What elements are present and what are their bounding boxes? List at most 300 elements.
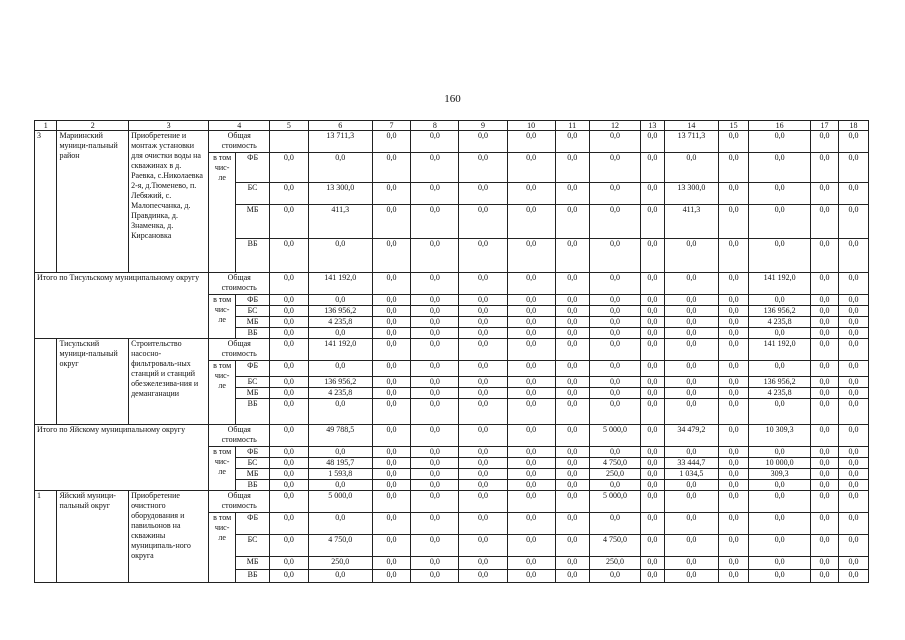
funding-source: БС	[235, 535, 269, 557]
funding-source: ФБ	[235, 447, 269, 458]
value-cell: 0,0	[555, 557, 589, 570]
value-cell: 13 300,0	[308, 183, 372, 205]
value-cell: 0,0	[270, 570, 308, 583]
value-cell: 0,0	[664, 557, 719, 570]
value-cell: 0,0	[719, 273, 749, 295]
row-number: 3	[35, 131, 57, 273]
value-cell: 0,0	[811, 535, 839, 557]
value-cell: 0,0	[555, 377, 589, 388]
value-cell: 13 711,3	[308, 131, 372, 153]
value-cell: 5 000,0	[589, 491, 640, 513]
value-cell: 0,0	[372, 535, 410, 557]
value-cell: 0,0	[411, 273, 459, 295]
value-cell: 0,0	[589, 317, 640, 328]
value-cell: 0,0	[838, 425, 868, 447]
value-cell: 0,0	[411, 399, 459, 425]
value-cell: 0,0	[838, 399, 868, 425]
value-cell: 0,0	[411, 131, 459, 153]
value-cell: 0,0	[838, 205, 868, 239]
funding-source: МБ	[235, 469, 269, 480]
value-cell: 0,0	[411, 328, 459, 339]
value-cell: 13 300,0	[664, 183, 719, 205]
value-cell: 0,0	[749, 183, 811, 205]
value-cell: 0,0	[664, 480, 719, 491]
value-cell: 10 000,0	[749, 458, 811, 469]
project-description: Строительство насосно-фильтроваль-ных станций и станций обезжелезива-ния и деманганации	[129, 339, 209, 425]
column-header: 17	[811, 121, 839, 131]
funding-source: БС	[235, 458, 269, 469]
budget-table	[34, 120, 869, 583]
value-cell: 0,0	[507, 295, 555, 306]
value-cell: 0,0	[811, 399, 839, 425]
value-cell: 0,0	[641, 361, 665, 377]
value-cell: 0,0	[308, 239, 372, 273]
value-cell: 0,0	[555, 361, 589, 377]
value-cell: 0,0	[719, 153, 749, 183]
value-cell: 0,0	[811, 458, 839, 469]
value-cell: 4 235,8	[308, 317, 372, 328]
value-cell: 0,0	[459, 570, 507, 583]
value-cell: 0,0	[838, 377, 868, 388]
value-cell: 0,0	[589, 377, 640, 388]
value-cell: 0,0	[507, 513, 555, 535]
value-cell: 4 750,0	[589, 535, 640, 557]
value-cell: 0,0	[372, 469, 410, 480]
value-cell: 0,0	[507, 377, 555, 388]
value-cell: 0,0	[811, 183, 839, 205]
value-cell: 0,0	[838, 153, 868, 183]
value-cell: 0,0	[838, 361, 868, 377]
value-cell: 0,0	[270, 425, 308, 447]
value-cell: 0,0	[555, 339, 589, 361]
value-cell: 0,0	[838, 491, 868, 513]
value-cell: 0,0	[641, 183, 665, 205]
value-cell: 141 192,0	[749, 339, 811, 361]
value-cell: 33 444,7	[664, 458, 719, 469]
value-cell: 4 750,0	[308, 535, 372, 557]
column-header: 6	[308, 121, 372, 131]
value-cell: 0,0	[555, 458, 589, 469]
value-cell: 0,0	[719, 447, 749, 458]
value-cell: 0,0	[719, 388, 749, 399]
funding-source: ВБ	[235, 328, 269, 339]
value-cell: 0,0	[589, 295, 640, 306]
value-cell: 0,0	[270, 205, 308, 239]
value-cell: 0,0	[459, 491, 507, 513]
funding-source: ВБ	[235, 239, 269, 273]
funding-source: МБ	[235, 557, 269, 570]
value-cell: 0,0	[507, 491, 555, 513]
value-cell: 0,0	[507, 273, 555, 295]
value-cell: 0,0	[270, 388, 308, 399]
value-cell: 0,0	[308, 399, 372, 425]
value-cell: 0,0	[411, 570, 459, 583]
column-header: 2	[57, 121, 129, 131]
value-cell: 0,0	[270, 469, 308, 480]
value-cell: 0,0	[641, 377, 665, 388]
value-cell: 0,0	[664, 399, 719, 425]
value-cell: 0,0	[270, 377, 308, 388]
value-cell: 0,0	[664, 361, 719, 377]
value-cell: 0,0	[719, 513, 749, 535]
value-cell: 0,0	[641, 570, 665, 583]
value-cell: 0,0	[372, 131, 410, 153]
value-cell: 250,0	[308, 557, 372, 570]
value-cell: 0,0	[719, 183, 749, 205]
value-cell: 0,0	[719, 557, 749, 570]
value-cell: 0,0	[507, 399, 555, 425]
including-label: в том чис-ле	[209, 295, 236, 339]
value-cell: 0,0	[641, 491, 665, 513]
value-cell: 0,0	[507, 469, 555, 480]
column-header: 11	[555, 121, 589, 131]
value-cell: 0,0	[664, 447, 719, 458]
value-cell: 0,0	[641, 339, 665, 361]
value-cell: 0,0	[664, 295, 719, 306]
total-cost-label: Общая стоимость	[209, 491, 270, 513]
value-cell: 0,0	[555, 131, 589, 153]
municipality-name: Тисульский муници-пальный округ	[57, 339, 129, 425]
value-cell: 141 192,0	[749, 273, 811, 295]
value-cell: 0,0	[641, 306, 665, 317]
value-cell: 0,0	[664, 535, 719, 557]
value-cell: 0,0	[664, 513, 719, 535]
column-header: 4	[209, 121, 270, 131]
value-cell: 0,0	[459, 153, 507, 183]
value-cell: 0,0	[411, 388, 459, 399]
municipality-name: Яйский муници-пальный округ	[57, 491, 129, 583]
value-cell: 0,0	[719, 480, 749, 491]
value-cell: 0,0	[838, 328, 868, 339]
value-cell: 5 000,0	[308, 491, 372, 513]
value-cell: 0,0	[589, 339, 640, 361]
value-cell: 0,0	[838, 317, 868, 328]
value-cell: 0,0	[372, 183, 410, 205]
value-cell: 0,0	[811, 361, 839, 377]
value-cell: 0,0	[372, 239, 410, 273]
value-cell: 0,0	[749, 447, 811, 458]
funding-source: МБ	[235, 388, 269, 399]
value-cell: 0,0	[555, 295, 589, 306]
value-cell: 0,0	[270, 339, 308, 361]
funding-source: ВБ	[235, 480, 269, 491]
value-cell: 0,0	[411, 557, 459, 570]
value-cell: 0,0	[589, 388, 640, 399]
value-cell: 0,0	[811, 447, 839, 458]
including-label: в том чис-ле	[209, 513, 236, 583]
value-cell: 0,0	[719, 239, 749, 273]
value-cell: 0,0	[459, 513, 507, 535]
value-cell: 411,3	[308, 205, 372, 239]
value-cell: 0,0	[372, 153, 410, 183]
value-cell: 0,0	[641, 328, 665, 339]
value-cell: 0,0	[589, 273, 640, 295]
value-cell: 0,0	[270, 513, 308, 535]
value-cell: 0,0	[749, 153, 811, 183]
value-cell: 0,0	[555, 205, 589, 239]
value-cell: 0,0	[555, 447, 589, 458]
value-cell: 0,0	[811, 388, 839, 399]
funding-source: ФБ	[235, 361, 269, 377]
value-cell: 0,0	[270, 328, 308, 339]
value-cell: 0,0	[459, 388, 507, 399]
column-header: 16	[749, 121, 811, 131]
value-cell: 0,0	[411, 491, 459, 513]
value-cell: 0,0	[811, 328, 839, 339]
value-cell: 0,0	[664, 273, 719, 295]
value-cell: 0,0	[507, 425, 555, 447]
value-cell: 309,3	[749, 469, 811, 480]
value-cell: 0,0	[589, 480, 640, 491]
value-cell: 0,0	[811, 480, 839, 491]
value-cell: 5 000,0	[589, 425, 640, 447]
value-cell: 0,0	[411, 339, 459, 361]
value-cell: 0,0	[270, 273, 308, 295]
value-cell: 0,0	[589, 183, 640, 205]
value-cell: 0,0	[641, 295, 665, 306]
value-cell: 0,0	[811, 513, 839, 535]
value-cell: 0,0	[811, 306, 839, 317]
row-number: 1	[35, 491, 57, 583]
funding-source: БС	[235, 377, 269, 388]
funding-source: ФБ	[235, 295, 269, 306]
value-cell: 0,0	[411, 513, 459, 535]
value-cell: 250,0	[589, 557, 640, 570]
column-header: 14	[664, 121, 719, 131]
value-cell: 136 956,2	[749, 306, 811, 317]
value-cell: 0,0	[507, 535, 555, 557]
value-cell: 0,0	[270, 447, 308, 458]
value-cell: 0,0	[372, 388, 410, 399]
value-cell: 0,0	[308, 513, 372, 535]
value-cell: 0,0	[641, 273, 665, 295]
value-cell: 0,0	[589, 447, 640, 458]
value-cell: 1 034,5	[664, 469, 719, 480]
value-cell: 0,0	[811, 339, 839, 361]
total-cost-label: Общая стоимость	[209, 273, 270, 295]
value-cell: 0,0	[749, 361, 811, 377]
value-cell: 0,0	[411, 306, 459, 317]
value-cell: 0,0	[838, 306, 868, 317]
value-cell: 0,0	[555, 306, 589, 317]
value-cell: 0,0	[811, 557, 839, 570]
value-cell: 0,0	[555, 491, 589, 513]
value-cell: 0,0	[270, 557, 308, 570]
value-cell: 0,0	[664, 239, 719, 273]
value-cell: 0,0	[411, 447, 459, 458]
header-row	[35, 121, 869, 131]
value-cell: 0,0	[719, 306, 749, 317]
value-cell: 0,0	[664, 377, 719, 388]
column-header: 10	[507, 121, 555, 131]
value-cell: 0,0	[811, 239, 839, 273]
total-cost-label: Общая стоимость	[209, 131, 270, 153]
value-cell: 0,0	[664, 491, 719, 513]
value-cell: 0,0	[411, 469, 459, 480]
project-description: Приобретение очистного оборудования и павильонов на скважины муниципаль-ного округа	[129, 491, 209, 583]
value-cell: 0,0	[372, 399, 410, 425]
value-cell: 0,0	[589, 131, 640, 153]
value-cell: 0,0	[459, 306, 507, 317]
value-cell: 0,0	[811, 491, 839, 513]
value-cell: 0,0	[589, 570, 640, 583]
column-header: 15	[719, 121, 749, 131]
value-cell: 0,0	[555, 480, 589, 491]
value-cell: 0,0	[811, 570, 839, 583]
value-cell: 0,0	[641, 388, 665, 399]
value-cell: 0,0	[589, 239, 640, 273]
value-cell: 0,0	[838, 535, 868, 557]
value-cell: 0,0	[459, 328, 507, 339]
value-cell: 0,0	[372, 377, 410, 388]
value-cell: 0,0	[372, 295, 410, 306]
value-cell: 0,0	[838, 273, 868, 295]
value-cell: 0,0	[719, 425, 749, 447]
value-cell: 0,0	[555, 425, 589, 447]
value-cell: 0,0	[411, 535, 459, 557]
value-cell: 0,0	[270, 480, 308, 491]
value-cell: 136 956,2	[749, 377, 811, 388]
value-cell: 0,0	[641, 469, 665, 480]
value-cell: 0,0	[507, 131, 555, 153]
value-cell: 0,0	[838, 480, 868, 491]
value-cell: 0,0	[270, 317, 308, 328]
column-header: 18	[838, 121, 868, 131]
value-cell: 0,0	[719, 469, 749, 480]
value-cell: 0,0	[270, 491, 308, 513]
value-cell: 0,0	[459, 339, 507, 361]
total-cost-label: Общая стоимость	[209, 339, 270, 361]
value-cell: 0,0	[372, 306, 410, 317]
value-cell: 0,0	[459, 205, 507, 239]
value-cell: 0,0	[459, 458, 507, 469]
value-cell: 0,0	[811, 205, 839, 239]
value-cell: 0,0	[589, 306, 640, 317]
value-cell: 34 479,2	[664, 425, 719, 447]
value-cell: 0,0	[507, 339, 555, 361]
value-cell: 0,0	[838, 183, 868, 205]
value-cell: 0,0	[749, 513, 811, 535]
value-cell: 0,0	[641, 425, 665, 447]
value-cell: 0,0	[411, 205, 459, 239]
value-cell: 0,0	[838, 131, 868, 153]
column-header: 8	[411, 121, 459, 131]
value-cell: 0,0	[641, 513, 665, 535]
value-cell: 0,0	[459, 239, 507, 273]
value-cell: 0,0	[555, 328, 589, 339]
column-header: 3	[129, 121, 209, 131]
total-label: Итого по Яйскому муниципальному округу	[35, 425, 209, 491]
value-cell: 0,0	[719, 570, 749, 583]
value-cell: 0,0	[664, 570, 719, 583]
value-cell: 0,0	[372, 447, 410, 458]
value-cell: 0,0	[838, 388, 868, 399]
value-cell: 0,0	[507, 183, 555, 205]
value-cell: 0,0	[838, 458, 868, 469]
value-cell: 0,0	[372, 328, 410, 339]
value-cell: 0,0	[555, 513, 589, 535]
value-cell: 0,0	[838, 469, 868, 480]
total-label: Итого по Тисульскому муниципальному округу	[35, 273, 209, 339]
value-cell: 0,0	[459, 535, 507, 557]
value-cell: 0,0	[664, 317, 719, 328]
value-cell: 0,0	[664, 339, 719, 361]
value-cell: 0,0	[308, 570, 372, 583]
value-cell: 48 195,7	[308, 458, 372, 469]
value-cell: 0,0	[811, 317, 839, 328]
value-cell: 0,0	[838, 513, 868, 535]
value-cell: 0,0	[555, 469, 589, 480]
value-cell: 0,0	[811, 131, 839, 153]
value-cell: 0,0	[507, 239, 555, 273]
value-cell: 0,0	[555, 317, 589, 328]
including-label: в том чис-ле	[209, 153, 236, 273]
value-cell: 4 750,0	[589, 458, 640, 469]
value-cell: 4 235,8	[749, 317, 811, 328]
value-cell: 0,0	[507, 328, 555, 339]
value-cell: 0,0	[372, 361, 410, 377]
value-cell: 0,0	[459, 557, 507, 570]
value-cell: 0,0	[411, 425, 459, 447]
column-header: 1	[35, 121, 57, 131]
value-cell: 0,0	[838, 447, 868, 458]
value-cell: 0,0	[589, 153, 640, 183]
value-cell: 0,0	[641, 153, 665, 183]
value-cell: 0,0	[719, 328, 749, 339]
value-cell: 0,0	[507, 458, 555, 469]
table-row	[35, 425, 869, 447]
value-cell: 0,0	[270, 399, 308, 425]
value-cell: 0,0	[411, 480, 459, 491]
value-cell: 0,0	[555, 183, 589, 205]
value-cell: 0,0	[641, 447, 665, 458]
value-cell: 0,0	[308, 153, 372, 183]
value-cell: 0,0	[411, 239, 459, 273]
value-cell: 0,0	[459, 469, 507, 480]
value-cell: 0,0	[507, 153, 555, 183]
value-cell: 0,0	[411, 183, 459, 205]
value-cell: 0,0	[641, 458, 665, 469]
value-cell: 0,0	[749, 535, 811, 557]
funding-source: ФБ	[235, 513, 269, 535]
value-cell: 0,0	[459, 317, 507, 328]
value-cell: 0,0	[749, 239, 811, 273]
value-cell: 0,0	[838, 557, 868, 570]
value-cell: 0,0	[811, 153, 839, 183]
column-header: 9	[459, 121, 507, 131]
value-cell: 0,0	[719, 361, 749, 377]
value-cell: 0,0	[459, 361, 507, 377]
value-cell: 0,0	[372, 205, 410, 239]
value-cell: 0,0	[411, 317, 459, 328]
value-cell: 0,0	[719, 205, 749, 239]
funding-source: ВБ	[235, 570, 269, 583]
value-cell: 0,0	[270, 458, 308, 469]
value-cell: 0,0	[270, 361, 308, 377]
value-cell: 0,0	[641, 239, 665, 273]
value-cell: 0,0	[641, 557, 665, 570]
value-cell: 0,0	[308, 328, 372, 339]
value-cell: 0,0	[507, 317, 555, 328]
value-cell: 0,0	[459, 273, 507, 295]
value-cell: 1 593,8	[308, 469, 372, 480]
funding-source: БС	[235, 306, 269, 317]
value-cell: 0,0	[459, 399, 507, 425]
funding-source: БС	[235, 183, 269, 205]
value-cell: 0,0	[507, 361, 555, 377]
value-cell: 0,0	[372, 339, 410, 361]
value-cell: 0,0	[838, 295, 868, 306]
